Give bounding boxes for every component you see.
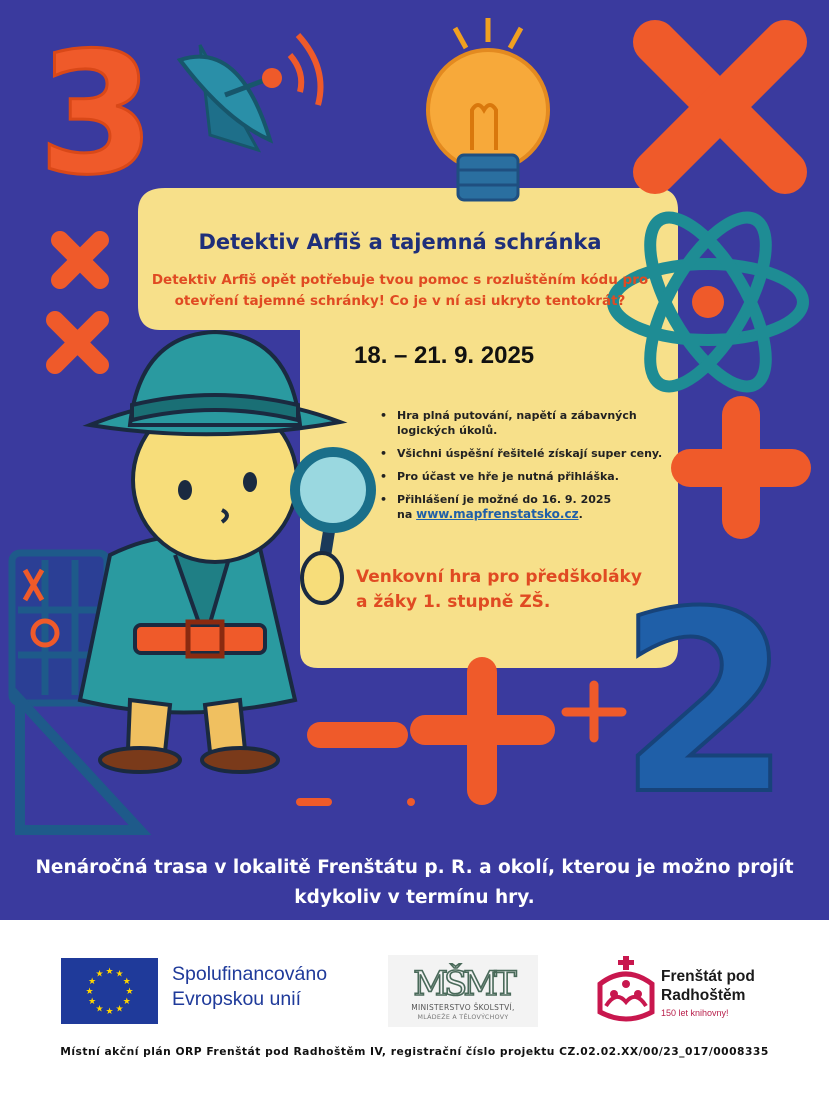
route-line-1: Nenáročná trasa v lokalitě Frenštátu p. R. a okolí, kterou je možno projít xyxy=(35,857,794,878)
target-audience xyxy=(356,565,676,615)
signup-link[interactable]: www.mapfrenstatsko.cz xyxy=(416,507,579,521)
eu-star-icon: ★ xyxy=(122,997,131,1007)
library-anniversary: 150 let knihovny! xyxy=(661,1008,729,1018)
event-intro: Detektiv Arfiš opět potřebuje tvou pomoc s rozluštěním kódu pro otevření tajemné schránky! Co je v ní asi ukryto tentokrát? xyxy=(151,272,649,309)
eu-star-icon: ★ xyxy=(85,987,94,997)
route-line-2: kdykoliv v termínu hry. xyxy=(294,887,535,908)
eu-line-1: Spolufinancováno xyxy=(172,963,328,985)
eu-star-icon: ★ xyxy=(88,977,97,987)
fact-item: • Všichni úspěšní řešitelé získají super ceny. xyxy=(372,446,672,461)
plus-sign-icon xyxy=(690,415,792,520)
town-line-2: Radhoštěm xyxy=(661,987,746,1004)
eu-star-icon: ★ xyxy=(115,1004,124,1015)
light-bulb-icon xyxy=(428,18,548,200)
eu-star-icon: ★ xyxy=(125,987,134,997)
audience-line-1: Venkovní hra pro předškoláky xyxy=(356,567,642,587)
satellite-dish-icon xyxy=(180,35,321,150)
eu-star-icon: ★ xyxy=(95,1004,104,1015)
event-title: Detektiv Arfiš a tajemná schránka xyxy=(198,230,602,254)
msmt-monogram: MŠMT xyxy=(413,964,513,1003)
eu-cofunding-label xyxy=(172,962,327,1012)
fact-item: • Pro účast ve hře je nutná přihláška. xyxy=(372,469,672,484)
route-info xyxy=(0,853,829,913)
msmt-logo xyxy=(388,955,538,1027)
eu-star-icon: ★ xyxy=(95,969,104,980)
eu-star-icon: ★ xyxy=(122,977,131,987)
signup-prefix: na xyxy=(397,508,413,521)
math-symbols-bottom xyxy=(300,672,622,806)
event-facts-list xyxy=(372,408,672,530)
audience-line-2: a žáky 1. stupně ZŠ. xyxy=(356,592,551,612)
town-name xyxy=(661,967,755,1005)
eu-star-icon: ★ xyxy=(105,1007,114,1017)
msmt-line-2: MLÁDEŽE A TĚLOVÝCHOVY xyxy=(417,1014,509,1021)
msmt-monogram-icon xyxy=(388,955,538,1003)
multiply-sign-large-icon xyxy=(655,42,785,172)
eu-star-icon: ★ xyxy=(115,969,124,980)
fact-item-signup xyxy=(372,492,672,522)
town-line-1: Frenštát pod xyxy=(661,968,755,985)
eu-star-icon: ★ xyxy=(88,997,97,1007)
eu-line-2: Evropskou unií xyxy=(172,988,301,1010)
eu-star-icon: ★ xyxy=(105,967,114,977)
msmt-line-1: MINISTERSTVO ŠKOLSTVÍ, xyxy=(411,1003,515,1012)
decor-digit-three: 3 xyxy=(38,16,155,212)
multiply-sign-small-icon xyxy=(55,240,100,365)
eu-flag-icon xyxy=(61,958,158,1024)
project-registration: Místní akční plán ORP Frenštát pod Radhoštěm IV, registrační číslo projektu CZ.02.02.XX/00/23_017/0008335 xyxy=(60,1045,769,1058)
signup-suffix: . xyxy=(578,508,583,521)
decor-digit-two: 2 xyxy=(618,558,792,849)
signup-deadline: Přihlášení je možné do 16. 9. 2025 xyxy=(397,493,612,506)
fact-item: • Hra plná putování, napětí a zábavných logických úkolů. xyxy=(372,408,672,438)
event-dates: 18. – 21. 9. 2025 xyxy=(354,342,535,369)
frenstat-town-logo-icon xyxy=(594,954,658,1026)
